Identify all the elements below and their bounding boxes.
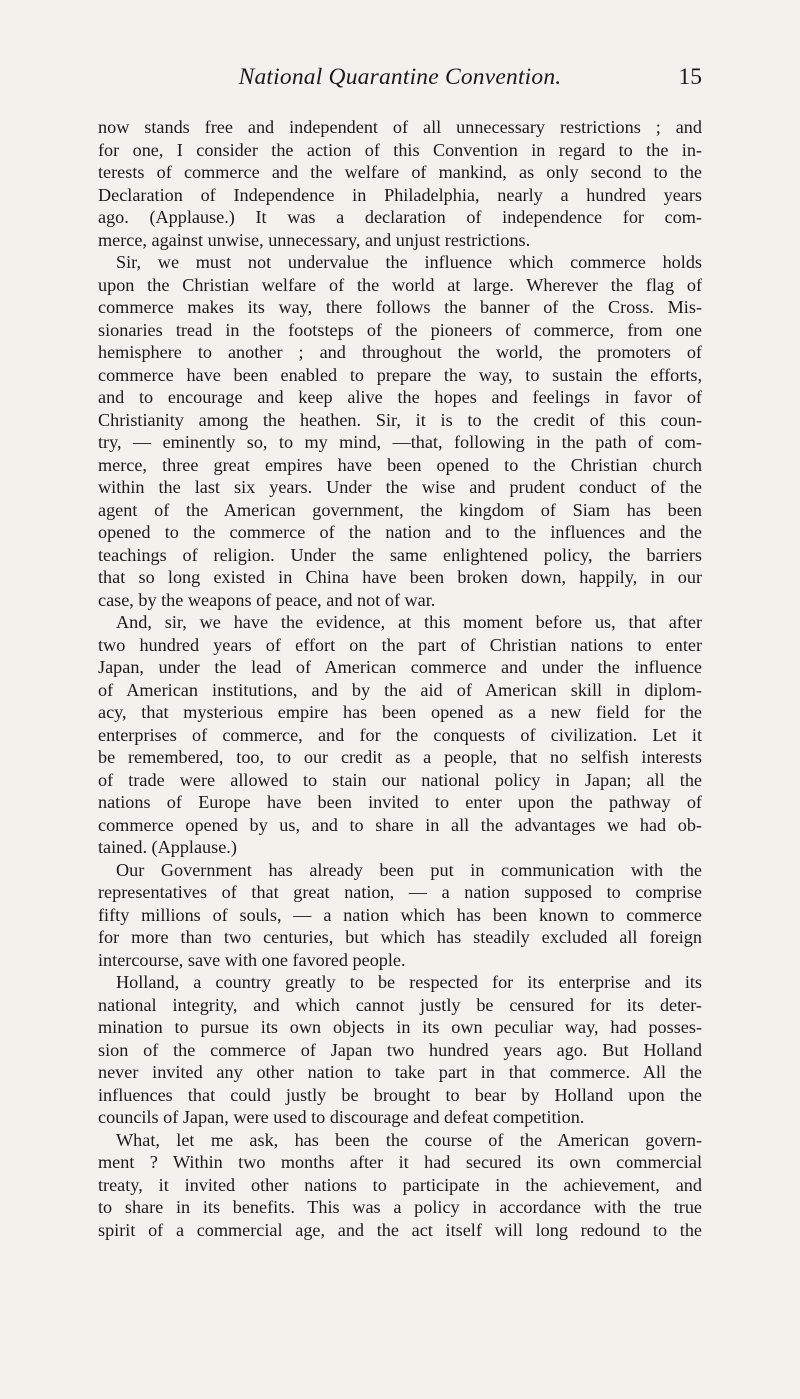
text-line: within the last six years. Under the wise and prudent conduct of the: [98, 477, 702, 497]
text-line: agent of the American government, the kingdom of Siam has been: [98, 499, 702, 520]
text-line: treaty, it invited other nations to participate in the achievement, and: [98, 1174, 702, 1195]
text-line: representatives of that great nation, — a nation supposed to comprise: [98, 882, 702, 902]
text-line: of trade were allowed to stain our national policy in Japan; all the: [98, 769, 702, 790]
text-line: commerce have been enabled to prepare the way, to sustain the efforts,: [98, 364, 702, 385]
text-line: and to encourage and keep alive the hopes and feelings in favor of: [98, 387, 702, 407]
text-line: What, let me ask, has been the course of the American govern-: [116, 1129, 702, 1150]
text-line: of American institutions, and by the aid of American skill in diplom-: [98, 679, 702, 700]
running-title: National Quarantine Convention.: [238, 64, 562, 90]
text-line: enterprises of commerce, and for the conquests of civilization. Let it: [98, 724, 702, 745]
text-line: Christianity among the heathen. Sir, it is to the credit of this coun-: [98, 409, 702, 430]
text-line: mination to pursue its own objects in its own peculiar way, had posses-: [98, 1017, 702, 1037]
text-line: ment ? Within two months after it had secured its own commercial: [98, 1152, 702, 1172]
text-line: influences that could justly be brought to bear by Holland upon the: [98, 1084, 702, 1105]
text-line: merce, three great empires have been opened to the Christian church: [98, 454, 702, 475]
text-line: be remembered, too, to our credit as a people, that no selfish interests: [98, 747, 702, 767]
text-line: spirit of a commercial age, and the act itself will long redound to the: [98, 1219, 702, 1240]
text-line: commerce opened by us, and to share in all the advantages we had ob-: [98, 814, 702, 835]
text-line: two hundred years of effort on the part of Christian nations to enter: [98, 634, 702, 655]
text-line: And, sir, we have the evidence, at this moment before us, that after: [116, 612, 702, 632]
text-line: councils of Japan, were used to discourage and defeat competition.: [98, 1107, 585, 1127]
text-line: upon the Christian welfare of the world at large. Wherever the flag of: [98, 274, 702, 295]
text-line: acy, that mysterious empire has been opened as a new field for the: [98, 702, 702, 722]
running-head: [98, 64, 702, 94]
text-line: tained. (Applause.): [98, 837, 237, 857]
text-line: terests of commerce and the welfare of mankind, as only second to the: [98, 162, 702, 182]
text-line: for one, I consider the action of this Convention in regard to the in-: [98, 139, 702, 160]
text-line: teachings of religion. Under the same enlightened policy, the barriers: [98, 544, 702, 565]
text-line: hemisphere to another ; and throughout the world, the promoters of: [98, 342, 702, 362]
text-line: sionaries tread in the footsteps of the pioneers of commerce, from one: [98, 319, 702, 340]
text-line: Japan, under the lead of American commerce and under the influence: [98, 657, 702, 677]
text-line: Holland, a country greatly to be respected for its enterprise and its: [116, 972, 702, 992]
text-line: try, — eminently so, to my mind, —that, following in the path of com-: [98, 432, 702, 452]
text-line: merce, against unwise, unnecessary, and unjust restrictions.: [98, 229, 531, 250]
text-line: that so long existed in China have been broken down, happily, in our: [98, 567, 702, 587]
text-line: Declaration of Independence in Philadelphia, nearly a hundred years: [98, 184, 702, 205]
page-number: 15: [678, 64, 702, 90]
text-line: sion of the commerce of Japan two hundred years ago. But Holland: [98, 1039, 702, 1060]
body-text: [98, 116, 702, 1241]
text-line: case, by the weapons of peace, and not of war.: [98, 589, 436, 610]
text-line: now stands free and independent of all unnecessary restrictions ; and: [98, 117, 702, 137]
text-line: Our Government has already been put in communication with the: [116, 859, 702, 880]
text-line: to share in its benefits. This was a policy in accordance with the true: [98, 1197, 702, 1217]
text-line: ago. (Applause.) It was a declaration of independence for com-: [98, 207, 702, 227]
text-line: never invited any other nation to take part in that commerce. All the: [98, 1062, 702, 1082]
text-line: fifty millions of souls, — a nation which has been known to commerce: [98, 904, 702, 925]
text-line: national integrity, and which cannot justly be censured for its deter-: [98, 994, 702, 1015]
text-line: intercourse, save with one favored people.: [98, 949, 406, 970]
text-line: opened to the commerce of the nation and to the influences and the: [98, 522, 702, 542]
text-line: Sir, we must not undervalue the influence which commerce holds: [116, 252, 702, 272]
text-line: nations of Europe have been invited to enter upon the pathway of: [98, 792, 702, 812]
text-line: for more than two centuries, but which has steadily excluded all foreign: [98, 927, 702, 947]
text-line: commerce makes its way, there follows the banner of the Cross. Mis-: [98, 297, 702, 317]
